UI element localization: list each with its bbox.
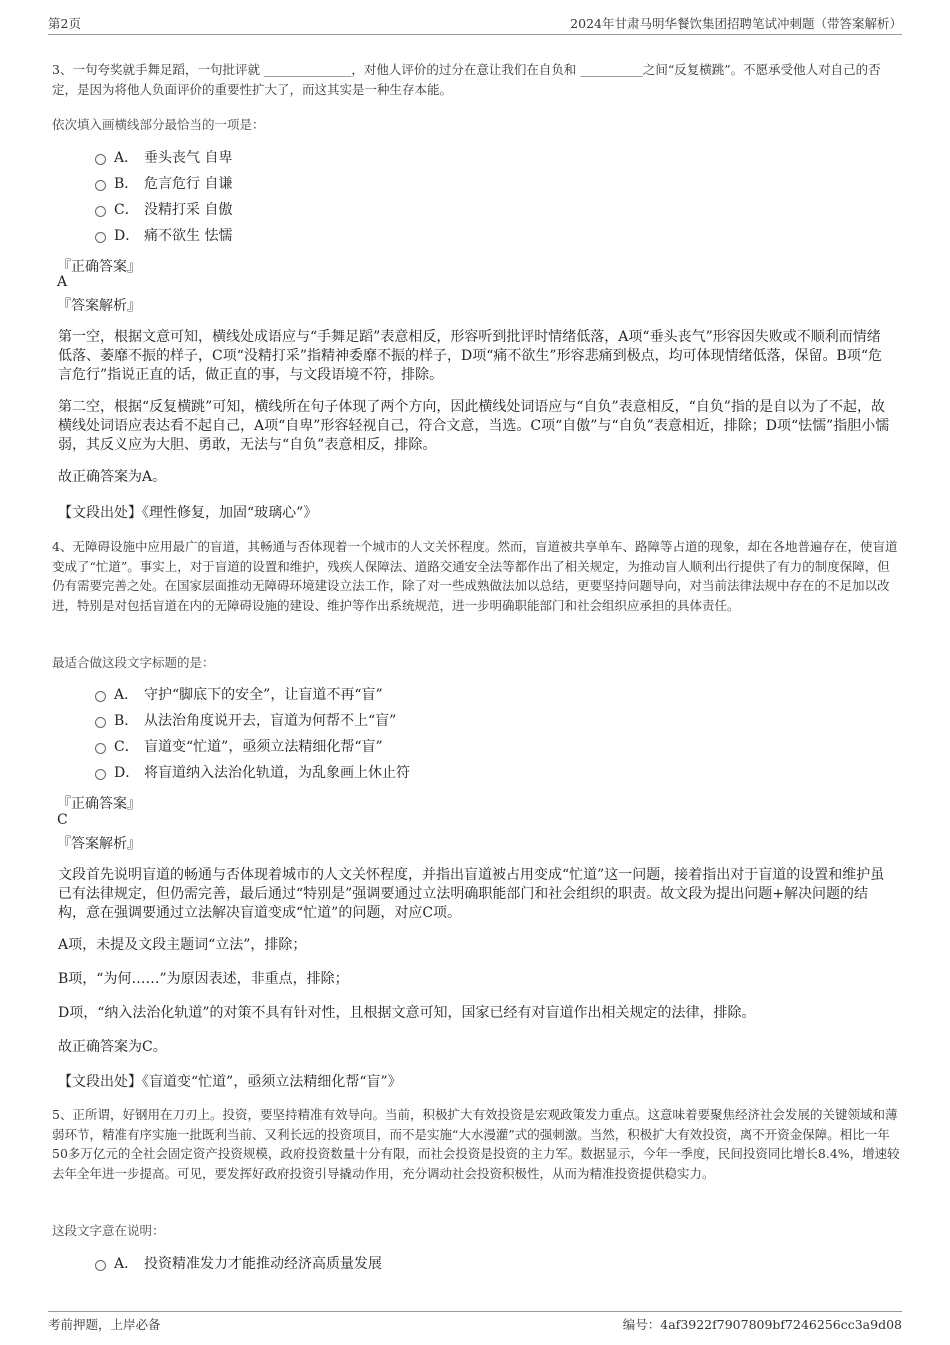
passage-source: 【文段出处】《理性修复，加固“玻璃心”》 [58, 505, 318, 521]
question-4-options [95, 682, 410, 786]
question-4-prompt: 最适合做这段文字标题的是： [52, 655, 215, 670]
analysis-conclusion: 故正确答案为A。 [58, 469, 167, 485]
question-5-prompt: 这段文字意在说明： [52, 1223, 165, 1238]
radio-icon[interactable] [95, 691, 106, 702]
answer-label: 『正确答案』 [57, 259, 141, 275]
analysis-paragraph: 第二空，根据“反复横跳”可知，横线所在句子体现了两个方向，因此横线处词语应与“自负”表意相反，“自负”指的是自以为了不起，故横线处词语应表达看不起自己，A项“自卑”形容轻视自己，符合文意，当选。C项“自傲”与“自负”表意相近，排除；D项“怯懦”指胆小懦弱，其反义应为大胆、勇敢，无法与“自负”表意相反，排除。 [58, 399, 890, 453]
option-a[interactable]: A． 守护“脚底下的安全”，让盲道不再“盲” [95, 682, 410, 708]
analysis-label: 『答案解析』 [57, 836, 141, 852]
analysis-option-b: B项，“为何……”为原因表述，非重点，排除； [58, 971, 349, 987]
question-3-prompt: 依次填入画横线部分最恰当的一项是： [52, 117, 265, 132]
option-d[interactable]: D． 将盲道纳入法治化轨道，为乱象画上休止符 [95, 760, 410, 786]
radio-icon[interactable] [95, 743, 106, 754]
analysis-paragraph: 第一空，根据文意可知，横线处成语应与“手舞足蹈”表意相反，形容听到批评时情绪低落，A项“垂头丧气”形容因失败或不顺利而情绪低落、萎靡不振的样子，C项“没精打采”指精神委靡不振的样子，D项“痛不欲生”形容悲痛到极点，均可体现情绪低落，保留。B项“危言危行”指说正直的话，做正直的事，与文段语境不符，排除。 [58, 329, 883, 383]
radio-icon[interactable] [95, 717, 106, 728]
question-3-options [95, 145, 232, 249]
option-a[interactable]: A． 投资精准发力才能推动经济高质量发展 [95, 1251, 382, 1277]
document-id: 编号：4af3922f7907809bf7246256cc3a9d08 [622, 1317, 902, 1332]
radio-icon[interactable] [95, 232, 106, 243]
analysis-option-a: A项，未提及文段主题词“立法”，排除； [58, 937, 307, 953]
radio-icon[interactable] [95, 154, 106, 165]
analysis-paragraph: 文段首先说明盲道的畅通与否体现着城市的人文关怀程度，并指出盲道被占用变成“忙道”这一问题，接着指出对于盲道的设置和维护虽已有法律规定，但仍需完善，最后通过“特别是”强调要通过立法明确职能部门和社会组织的职责。故文段为提出问题+解决问题的结构，意在强调要通过立法解决盲道变成“忙道”的问题，对应C项。 [58, 867, 885, 921]
option-d[interactable]: D． 痛不欲生 怯懦 [95, 223, 232, 249]
radio-icon[interactable] [95, 769, 106, 780]
footer-slogan: 考前押题，上岸必备 [48, 1317, 161, 1332]
document-title: 2024年甘肃马明华餐饮集团招聘笔试冲刺题（带答案解析） [570, 16, 902, 31]
analysis-option-d: D项，“纳入法治化轨道”的对策不具有针对性，且根据文意可知，国家已经有对盲道作出相关规定的法律，排除。 [58, 1005, 756, 1021]
question-5-stem: 5、正所谓，好钢用在刀刃上。投资，要坚持精准有效导向。当前，积极扩大有效投资是宏观政策发力重点。这意味着要聚焦经济社会发展的关键领域和薄弱环节，精准有序实施一批既利当前、又利长远的投资项目，而不是实施“大水漫灌”式的强刺激。当然，积极扩大有效投资，离不开资金保障。相比一年50多万亿元的全社会固定资产投资规模，政府投资数量十分有限，而社会投资是投资的主力军。数据显示，今年一季度，民间投资同比增长8.4%，增速较去年全年进一步提高。可见，要发挥好政府投资引导撬动作用，充分调动社会投资积极性，从而为精准投资提供稳实力。 [52, 1107, 900, 1181]
page-number: 第2页 [48, 16, 81, 31]
option-a[interactable]: A． 垂头丧气 自卑 [95, 145, 232, 171]
radio-icon[interactable] [95, 180, 106, 191]
question-3-stem: 3、一句夸奖就手舞足蹈，一句批评就 ______________，对他人评价的过分在意让我们在自负和 __________之间“反复横跳”。不愿承受他人对自己的否定，是因为将他人负面评价的重要性扩大了，而这其实是一种生存本能。 [52, 62, 881, 97]
passage-source: 【文段出处】《盲道变“忙道”，亟须立法精细化帮“盲”》 [58, 1074, 402, 1090]
question-5-options [95, 1251, 382, 1277]
page-header [48, 14, 902, 35]
correct-answer: A [57, 274, 68, 290]
answer-label: 『正确答案』 [57, 796, 141, 812]
question-4-stem: 4、无障碍设施中应用最广的盲道，其畅通与否体现着一个城市的人文关怀程度。然而，盲道被共享单车、路障等占道的现象，却在各地普遍存在，使盲道变成了“忙道”。事实上，对于盲道的设置和维护，残疾人保障法、道路交通安全法等都作出了相关规定，为推动盲人顺利出行提供了有力的制度保障，但仍有需要完善之处。在国家层面推动无障碍环境建设立法工作，除了对一些成熟做法加以总结，更要坚持问题导向，对当前法律法规中存在的不足加以改进，特别是对包括盲道在内的无障碍设施的建设、维护等作出系统规范，进一步明确职能部门和社会组织应承担的具体责任。 [52, 539, 898, 613]
option-c[interactable]: C． 没精打采 自傲 [95, 197, 232, 223]
option-c[interactable]: C． 盲道变“忙道”，亟须立法精细化帮“盲” [95, 734, 410, 760]
option-b[interactable]: B． 危言危行 自谦 [95, 171, 232, 197]
radio-icon[interactable] [95, 206, 106, 217]
page-footer [48, 1311, 902, 1337]
option-b[interactable]: B． 从法治角度说开去，盲道为何帮不上“盲” [95, 708, 410, 734]
analysis-label: 『答案解析』 [57, 298, 141, 314]
radio-icon[interactable] [95, 1260, 106, 1271]
analysis-conclusion: 故正确答案为C。 [58, 1039, 167, 1055]
correct-answer: C [57, 812, 68, 828]
